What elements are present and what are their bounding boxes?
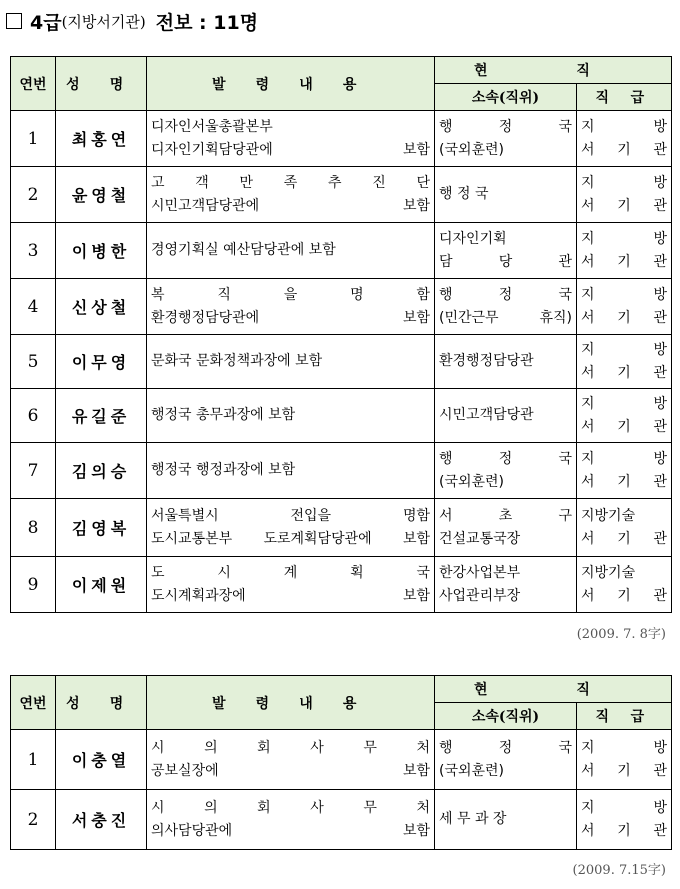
current-rank-line: 지 방 xyxy=(581,230,667,247)
current-rank xyxy=(577,499,672,557)
current-rank xyxy=(577,167,672,223)
person-name-value: 이무영 xyxy=(71,353,131,372)
current-dept xyxy=(435,790,577,850)
person-name-value: 유길준 xyxy=(71,407,131,426)
current-rank-line: 지 방 xyxy=(581,286,667,303)
appointment-order xyxy=(147,167,435,223)
current-rank xyxy=(577,443,672,499)
current-rank-line: 지방기술 xyxy=(581,564,636,581)
appointment-order-line: 문화국 문화정책과장에 보함 xyxy=(151,353,323,369)
header-dept xyxy=(435,84,577,111)
current-dept-line: 환경행정담당관 xyxy=(439,353,534,369)
person-name xyxy=(56,557,147,613)
table-row xyxy=(11,335,672,389)
current-dept xyxy=(435,167,577,223)
current-dept-line: 사업관리부장 xyxy=(439,587,521,604)
checkbox-square-icon xyxy=(6,13,22,29)
current-rank-line: 서 기 관 xyxy=(581,309,667,326)
header-name-label: 성 명 xyxy=(66,76,136,93)
current-dept xyxy=(435,389,577,443)
current-dept-line: 행 정 국 xyxy=(439,450,572,467)
header-order xyxy=(147,57,435,111)
person-name-value: 김의승 xyxy=(71,462,131,481)
header-rank-label: 직 급 xyxy=(595,90,653,106)
header-current-label: 현 직 xyxy=(474,63,632,79)
current-rank xyxy=(577,279,672,335)
title-grade: 4급 xyxy=(30,11,62,34)
header-dept xyxy=(435,703,577,730)
current-dept-line: (국외훈련) xyxy=(439,473,505,490)
header-no-label: 연번 xyxy=(19,695,47,712)
appointment-order-line: 디자인기획담당관에 보함 xyxy=(151,141,430,158)
current-dept-line: 행 정 국 xyxy=(439,286,572,303)
current-dept-line: (민간근무 휴직) xyxy=(439,309,572,326)
header-dept-label: 소속(직위) xyxy=(471,709,540,725)
header-dept-label: 소속(직위) xyxy=(471,90,540,106)
effective-date: (2009. 7.15字) xyxy=(572,863,666,878)
table-row xyxy=(11,557,672,613)
header-rank xyxy=(577,84,672,111)
person-name-value: 신상철 xyxy=(71,298,131,317)
header-order xyxy=(147,676,435,730)
appointment-order-line: 복 직 을 명 함 xyxy=(151,286,430,303)
appointment-order xyxy=(147,557,435,613)
header-order-label: 발 령 내 용 xyxy=(212,76,369,93)
row-number-value: 4 xyxy=(27,296,39,317)
row-number xyxy=(11,335,56,389)
header-row xyxy=(11,676,672,703)
current-rank-line: 지 방 xyxy=(581,450,667,467)
header-order-label: 발 령 내 용 xyxy=(212,695,369,712)
person-name xyxy=(56,167,147,223)
header-current-label: 현 직 xyxy=(474,682,632,698)
appointment-order-line: 공보실장에 보함 xyxy=(151,762,430,779)
appointment-order xyxy=(147,499,435,557)
current-rank xyxy=(577,223,672,279)
current-rank xyxy=(577,557,672,613)
appointment-order xyxy=(147,730,435,790)
current-rank-line: 지 방 xyxy=(581,341,667,358)
person-name-value: 김영복 xyxy=(71,519,131,538)
person-name xyxy=(56,279,147,335)
current-rank-line: 지 방 xyxy=(581,799,667,816)
table-row xyxy=(11,389,672,443)
current-rank-line: 서 기 관 xyxy=(581,141,667,158)
current-rank-line: 서 기 관 xyxy=(581,587,667,604)
appointment-order-line: 도 시 계 획 국 xyxy=(151,564,430,581)
current-dept-line: 행 정 국 xyxy=(439,118,572,135)
person-name-value: 서충진 xyxy=(71,811,131,830)
row-number-value: 7 xyxy=(27,460,39,481)
header-no-label: 연번 xyxy=(19,76,47,93)
person-name xyxy=(56,111,147,167)
current-rank xyxy=(577,335,672,389)
title-summary: 전보 : 11명 xyxy=(155,11,259,34)
current-dept-line: 한강사업본부 xyxy=(439,564,521,581)
person-name xyxy=(56,223,147,279)
person-name-value: 이병한 xyxy=(71,242,131,261)
header-current xyxy=(435,676,672,703)
row-number-value: 9 xyxy=(27,574,39,595)
current-dept xyxy=(435,557,577,613)
appointment-order xyxy=(147,111,435,167)
current-rank xyxy=(577,111,672,167)
table-row xyxy=(11,167,672,223)
current-dept-line: 건설교통국장 xyxy=(439,530,521,547)
current-dept-line: 담 당 관 xyxy=(439,253,572,270)
row-number xyxy=(11,167,56,223)
current-dept-line: 시민고객담당관 xyxy=(439,407,534,423)
header-name xyxy=(56,57,147,111)
document-title xyxy=(6,8,258,34)
row-number-value: 6 xyxy=(27,405,39,426)
current-rank-line: 지 방 xyxy=(581,118,667,135)
header-current xyxy=(435,57,672,84)
row-number xyxy=(11,279,56,335)
current-dept xyxy=(435,223,577,279)
header-name xyxy=(56,676,147,730)
person-name-value: 이제원 xyxy=(71,576,131,595)
row-number-value: 2 xyxy=(27,184,39,205)
appointment-order xyxy=(147,443,435,499)
current-dept xyxy=(435,111,577,167)
appointment-order xyxy=(147,335,435,389)
table-row xyxy=(11,111,672,167)
appointment-order-line: 시 의 회 사 무 처 xyxy=(151,739,430,756)
appointment-order-line: 경영기획실 예산담당관에 보함 xyxy=(151,242,336,258)
person-name-value: 최홍연 xyxy=(71,130,131,149)
current-rank-line: 서 기 관 xyxy=(581,197,667,214)
header-rank xyxy=(577,703,672,730)
table-row xyxy=(11,730,672,790)
current-dept-line: (국외훈련) xyxy=(439,762,505,779)
appointment-order-line: 고 객 만 족 추 진 단 xyxy=(151,174,430,191)
person-name xyxy=(56,730,147,790)
appointment-order xyxy=(147,790,435,850)
appointment-order-line: 도시계획과장에 보함 xyxy=(151,587,430,604)
appointment-order-line: 환경행정담당관에 보함 xyxy=(151,309,430,326)
appointment-order-line: 시 의 회 사 무 처 xyxy=(151,799,430,816)
current-dept-line: (국외훈련) xyxy=(439,141,505,158)
header-no xyxy=(11,57,56,111)
current-dept-line: 서 초 구 xyxy=(439,507,572,524)
row-number-value: 1 xyxy=(27,128,39,149)
current-dept-line: 행 정 국 xyxy=(439,186,489,202)
table-row xyxy=(11,790,672,850)
roster-table xyxy=(10,56,672,613)
person-name-value: 이충열 xyxy=(71,751,131,770)
current-rank-line: 서 기 관 xyxy=(581,473,667,490)
person-name xyxy=(56,790,147,850)
person-name xyxy=(56,499,147,557)
current-dept xyxy=(435,730,577,790)
appointment-order-line: 행정국 총무과장에 보함 xyxy=(151,407,296,423)
appointment-order-line: 디자인서울총괄본부 xyxy=(151,118,273,135)
row-number xyxy=(11,389,56,443)
person-name xyxy=(56,335,147,389)
row-number-value: 8 xyxy=(27,517,39,538)
current-rank-line: 지 방 xyxy=(581,174,667,191)
table-row xyxy=(11,223,672,279)
row-number-value: 3 xyxy=(27,240,39,261)
current-dept xyxy=(435,335,577,389)
current-rank xyxy=(577,389,672,443)
row-number xyxy=(11,730,56,790)
title-category: (지방서기관) xyxy=(61,12,146,31)
row-number-value: 2 xyxy=(27,809,39,830)
row-number xyxy=(11,223,56,279)
header-no xyxy=(11,676,56,730)
person-name xyxy=(56,443,147,499)
current-dept-line: 행 정 국 xyxy=(439,739,572,756)
table-row xyxy=(11,499,672,557)
row-number xyxy=(11,790,56,850)
current-rank-line: 지 방 xyxy=(581,739,667,756)
current-rank-line: 서 기 관 xyxy=(581,822,667,839)
appointment-order xyxy=(147,279,435,335)
appointment-order-line: 시민고객담당관에 보함 xyxy=(151,197,430,214)
appointment-order-line: 의사담당관에 보함 xyxy=(151,822,430,839)
current-dept xyxy=(435,499,577,557)
row-number xyxy=(11,443,56,499)
appointment-order-line: 서울특별시 전입을 명함 xyxy=(151,507,430,524)
table-row xyxy=(11,443,672,499)
row-number xyxy=(11,499,56,557)
current-rank-line: 서 기 관 xyxy=(581,530,667,547)
appointment-order xyxy=(147,389,435,443)
current-rank-line: 지 방 xyxy=(581,395,667,412)
appointment-order xyxy=(147,223,435,279)
appointment-order-line: 행정국 행정과장에 보함 xyxy=(151,462,296,478)
header-name-label: 성 명 xyxy=(66,695,136,712)
roster-table xyxy=(10,675,672,850)
row-number xyxy=(11,111,56,167)
current-dept-line: 디자인기획 xyxy=(439,230,507,247)
current-rank xyxy=(577,790,672,850)
current-dept xyxy=(435,279,577,335)
row-number-value: 5 xyxy=(27,351,39,372)
current-rank-line: 지방기술 xyxy=(581,507,636,524)
current-rank-line: 서 기 관 xyxy=(581,418,667,435)
current-rank-line: 서 기 관 xyxy=(581,364,667,381)
person-name xyxy=(56,389,147,443)
header-rank-label: 직 급 xyxy=(595,709,653,725)
row-number-value: 1 xyxy=(27,749,39,770)
table-row xyxy=(11,279,672,335)
effective-date: (2009. 7. 8字) xyxy=(576,627,666,642)
row-number xyxy=(11,557,56,613)
current-dept-line: 세 무 과 장 xyxy=(439,811,507,827)
person-name-value: 윤영철 xyxy=(71,186,131,205)
current-rank-line: 서 기 관 xyxy=(581,762,667,779)
header-row xyxy=(11,57,672,84)
current-dept xyxy=(435,443,577,499)
current-rank-line: 서 기 관 xyxy=(581,253,667,270)
appointment-order-line: 도시교통본부 도로계획담당관에 보함 xyxy=(151,530,430,547)
current-rank xyxy=(577,730,672,790)
